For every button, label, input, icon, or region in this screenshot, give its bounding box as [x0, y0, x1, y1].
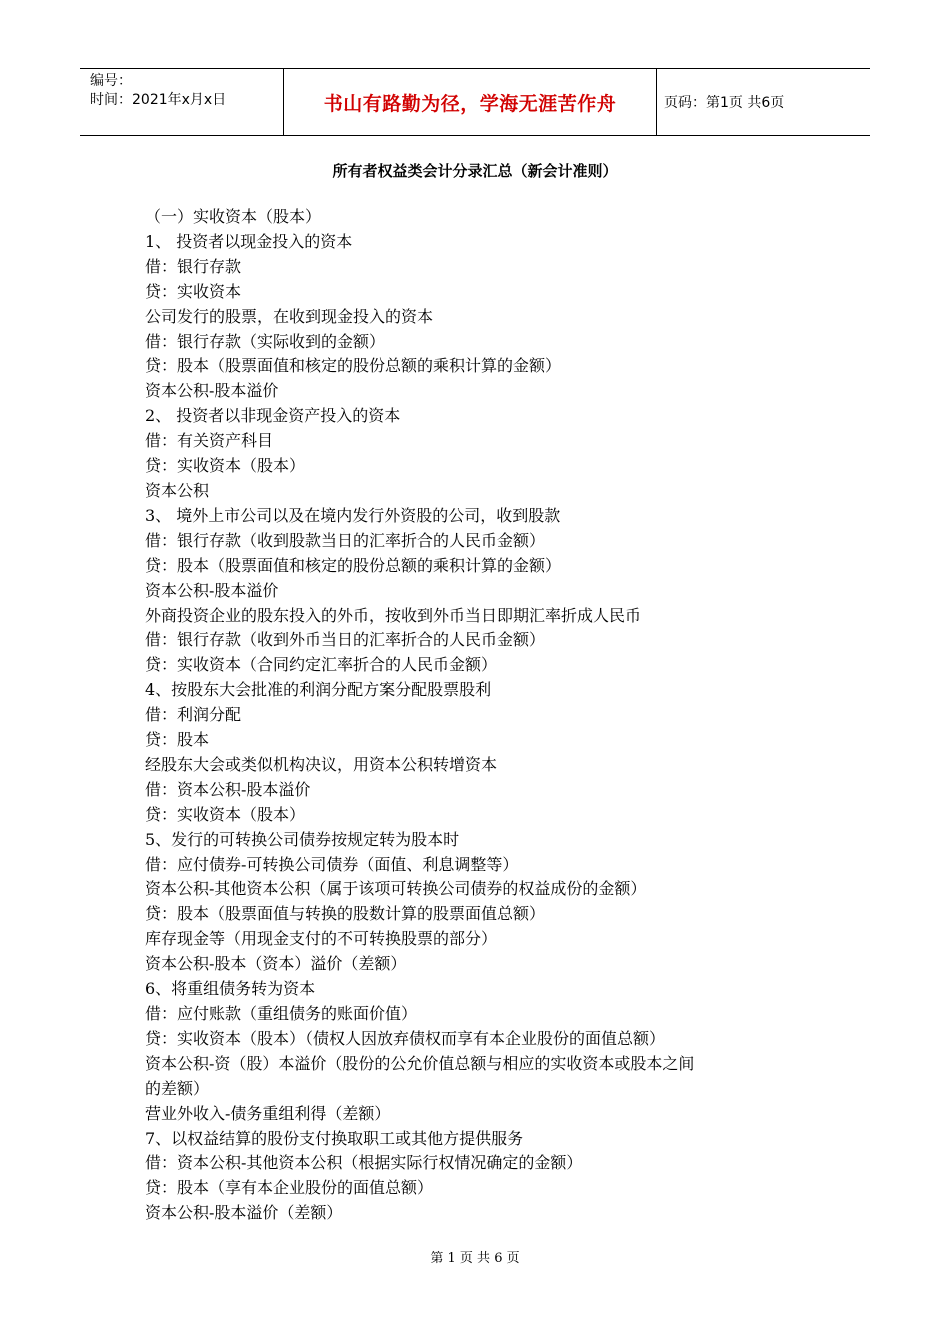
- header-number-label: 编号：: [90, 73, 132, 89]
- document-body: [145, 205, 825, 1226]
- text-line: 资本公积-股本溢价: [145, 381, 279, 401]
- text-line: 贷：实收资本（股本）: [145, 456, 306, 476]
- text-line: 贷：股本（股票面值和核定的股份总额的乘积计算的金额）: [145, 555, 562, 575]
- document-title: 所有者权益类会计分录汇总（新会计准则）: [332, 162, 618, 180]
- text-line: 3、 境外上市公司以及在境内发行外资股的公司，收到股款: [145, 505, 561, 525]
- text-line: 资本公积-资（股）本溢价（股份的公允价值总额与相应的实收资本或股本之间: [145, 1053, 695, 1073]
- text-line: 贷：股本（股票面值与转换的股数计算的股票面值总额）: [145, 904, 546, 924]
- text-line: 贷：股本: [145, 730, 210, 750]
- text-line: 借：银行存款（收到股款当日的汇率折合的人民币金额）: [145, 530, 546, 550]
- page-footer: 第 1 页 共 6 页: [430, 1251, 520, 1266]
- text-line: 的差额）: [145, 1078, 210, 1098]
- text-line: 经股东大会或类似机构决议，用资本公积转增资本: [145, 754, 498, 774]
- text-line: 借：资本公积-股本溢价: [145, 779, 311, 799]
- text-line: 贷：实收资本（股本）（债权人因放弃债权而享有本企业股份的面值总额）: [145, 1028, 666, 1048]
- header-page-info: 页码：第1页 共6页: [664, 95, 785, 111]
- header-divider-right: [656, 69, 657, 135]
- text-line: 外商投资企业的股东投入的外币，按收到外币当日即期汇率折成人民币: [145, 605, 642, 625]
- page-header: [80, 68, 870, 136]
- text-line: 贷：股本（享有本企业股份的面值总额）: [145, 1178, 434, 1198]
- text-line: 库存现金等（用现金支付的不可转换股票的部分）: [145, 929, 498, 949]
- header-meta: [90, 72, 226, 110]
- text-line: 资本公积-股本溢价（差额）: [145, 1203, 343, 1223]
- text-line: 借：资本公积-其他资本公积（根据实际行权情况确定的金额）: [145, 1153, 583, 1173]
- text-line: 贷：股本（股票面值和核定的股份总额的乘积计算的金额）: [145, 356, 562, 376]
- text-line: 资本公积: [145, 480, 210, 500]
- text-line: 资本公积-股本（资本）溢价（差额）: [145, 954, 407, 974]
- text-line: 借：银行存款（实际收到的金额）: [145, 331, 386, 351]
- text-line: 借：有关资产科目: [145, 431, 274, 451]
- text-line: 营业外收入-债务重组利得（差额）: [145, 1103, 391, 1123]
- text-line: 5、发行的可转换公司债券按规定转为股本时: [145, 829, 460, 849]
- text-line: 2、 投资者以非现金资产投入的资本: [145, 406, 401, 426]
- text-line: 4、按股东大会批准的利润分配方案分配股票股利: [145, 680, 492, 700]
- text-line: 借：利润分配: [145, 705, 242, 725]
- text-line: 贷：实收资本（股本）: [145, 804, 306, 824]
- text-line: 7、以权益结算的股份支付换取职工或其他方提供服务: [145, 1128, 524, 1148]
- text-line: 借：应付账款（重组债务的账面价值）: [145, 1004, 418, 1023]
- text-line: 资本公积-其他资本公积（属于该项可转换公司债券的权益成份的金额）: [145, 879, 647, 899]
- header-time-label: 时间：2021年x月x日: [90, 92, 227, 108]
- header-motto: 书山有路勤为径，学海无涯苦作舟: [323, 92, 617, 115]
- text-line: 公司发行的股票，在收到现金投入的资本: [145, 306, 434, 326]
- text-line: 借：银行存款: [145, 256, 242, 276]
- text-line: （一）实收资本（股本）: [145, 207, 322, 226]
- text-line: 贷：实收资本: [145, 281, 242, 301]
- text-line: 借：银行存款（收到外币当日的汇率折合的人民币金额）: [145, 630, 546, 650]
- text-line: 借：应付债券-可转换公司债券（面值、利息调整等）: [145, 854, 519, 874]
- text-line: 资本公积-股本溢价: [145, 580, 279, 600]
- text-line: 6、将重组债务转为资本: [145, 979, 316, 999]
- text-line: 贷：实收资本（合同约定汇率折合的人民币金额）: [145, 655, 498, 675]
- text-line: 1、 投资者以现金投入的资本: [145, 231, 353, 251]
